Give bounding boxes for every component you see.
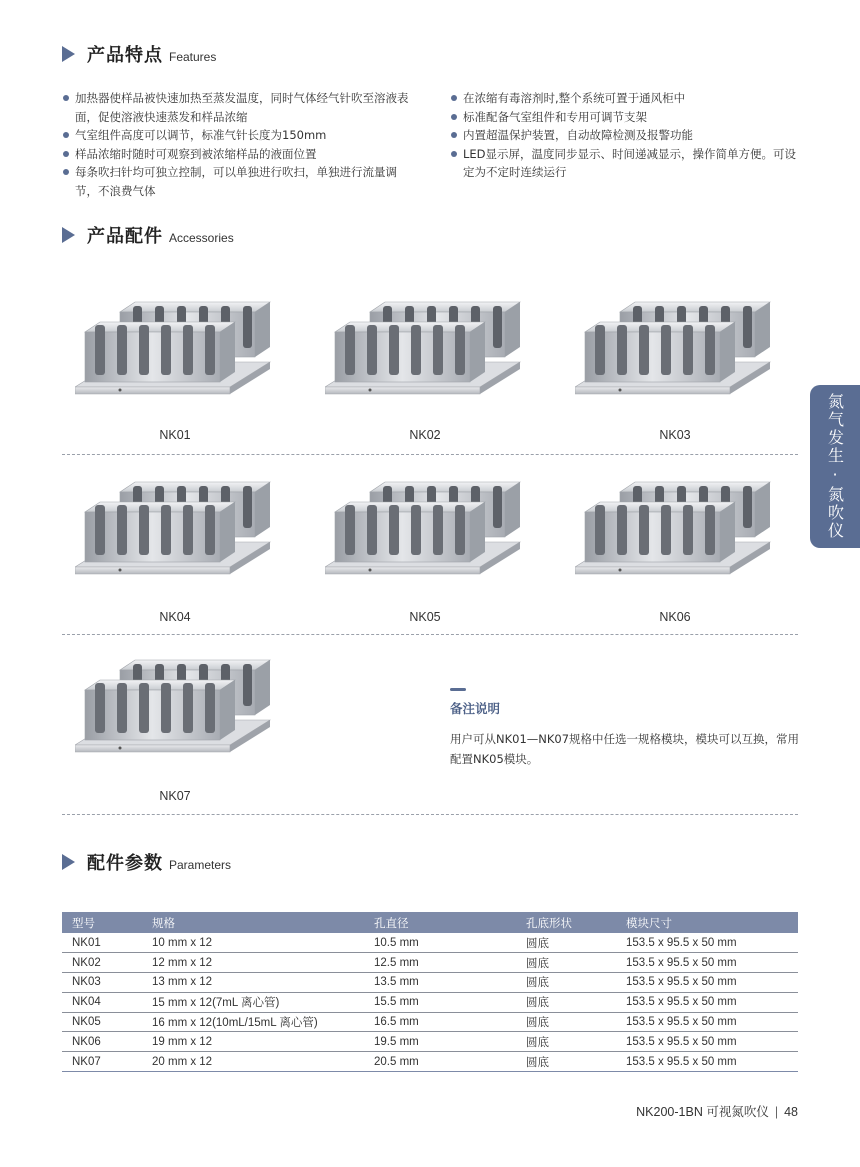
table-cell: 153.5 x 95.5 x 50 mm [616, 992, 798, 1012]
divider [62, 634, 798, 635]
rack-image [575, 472, 775, 582]
page-footer [636, 1102, 798, 1120]
table-row [62, 953, 798, 973]
table-cell: 圆底 [516, 953, 616, 973]
table-row [62, 973, 798, 993]
feature-item: 加热器使样品被快速加热至蒸发温度，同时气体经气针吹至溶液表面，促使溶液快速蒸发和样品浓缩 [62, 89, 417, 126]
table-cell: 12.5 mm [364, 953, 516, 973]
table-cell: 圆底 [516, 992, 616, 1012]
table-cell: 153.5 x 95.5 x 50 mm [616, 1012, 798, 1032]
footer-model: NK200-1BN 可视氮吹仪 [636, 1105, 769, 1119]
note-title: 备注说明 [450, 701, 501, 716]
table-cell: NK06 [62, 1032, 142, 1052]
table-cell: 圆底 [516, 1052, 616, 1072]
accessory-nk06 [575, 472, 775, 624]
accessories-title-cn: 产品配件 [87, 226, 163, 247]
table-cell: NK03 [62, 973, 142, 993]
table-cell: 19 mm x 12 [142, 1032, 364, 1052]
side-category-tab: 氮气发生·氮吹仪 [810, 385, 860, 548]
feature-item: 标准配备气室组件和专用可调节支架 [450, 108, 802, 127]
column-header: 孔底形状 [516, 912, 616, 933]
column-header: 模块尺寸 [616, 912, 798, 933]
table-cell: 15 mm x 12(7mL 离心管) [142, 992, 364, 1012]
table-cell: 15.5 mm [364, 992, 516, 1012]
accessory-label: NK04 [159, 610, 191, 624]
table-cell: 19.5 mm [364, 1032, 516, 1052]
features-list-left [62, 89, 417, 200]
table-cell: NK04 [62, 992, 142, 1012]
accessory-nk04 [75, 472, 275, 624]
table-cell: 20 mm x 12 [142, 1052, 364, 1072]
features-title-cn: 产品特点 [87, 45, 163, 66]
accessory-label: NK05 [409, 610, 441, 624]
accessory-label: NK02 [409, 428, 441, 442]
table-cell: NK07 [62, 1052, 142, 1072]
note-box [450, 688, 800, 769]
table-cell: 20.5 mm [364, 1052, 516, 1072]
table-cell: 圆底 [516, 1032, 616, 1052]
note-accent-bar [450, 688, 466, 691]
table-cell: 13 mm x 12 [142, 973, 364, 993]
table-row [62, 992, 798, 1012]
table-header-row [62, 912, 798, 933]
rack-image [575, 292, 775, 402]
note-body: 用户可从NK01—NK07规格中任选一规格模块，模块可以互换，常用配置NK05模块。 [450, 732, 800, 766]
table-cell: 10.5 mm [364, 933, 516, 953]
table-cell: 153.5 x 95.5 x 50 mm [616, 1052, 798, 1072]
column-header: 规格 [142, 912, 364, 933]
table-cell: 12 mm x 12 [142, 953, 364, 973]
divider [62, 454, 798, 455]
feature-item: 气室组件高度可以调节，标准气针长度为150mm [62, 126, 417, 145]
parameters-table [62, 912, 798, 1072]
rack-image [75, 292, 275, 402]
table-cell: 16 mm x 12(10mL/15mL 离心管) [142, 1012, 364, 1032]
parameters-heading [62, 849, 231, 875]
rack-image [325, 472, 525, 582]
accessory-label: NK07 [159, 789, 191, 803]
table-cell: 153.5 x 95.5 x 50 mm [616, 1032, 798, 1052]
features-heading [62, 41, 216, 67]
table-cell: 圆底 [516, 1012, 616, 1032]
table-cell: 153.5 x 95.5 x 50 mm [616, 953, 798, 973]
rack-image [75, 472, 275, 582]
table-cell: 圆底 [516, 933, 616, 953]
table-cell: 16.5 mm [364, 1012, 516, 1032]
triangle-marker-icon [62, 227, 75, 243]
feature-item: 每条吹扫针均可独立控制，可以单独进行吹扫，单独进行流量调节，不浪费气体 [62, 163, 417, 200]
feature-item: LED显示屏，温度同步显示、时间递减显示，操作简单方便。可设定为不定时连续运行 [450, 145, 802, 182]
table-cell: NK02 [62, 953, 142, 973]
accessory-label: NK01 [159, 428, 191, 442]
table-row [62, 1032, 798, 1052]
accessories-heading [62, 222, 234, 248]
rack-image [75, 650, 275, 760]
accessory-nk02 [325, 292, 525, 442]
accessory-label: NK06 [659, 610, 691, 624]
table-cell: 153.5 x 95.5 x 50 mm [616, 933, 798, 953]
footer-separator: | [774, 1105, 779, 1119]
features-title-en: Features [169, 50, 217, 64]
column-header: 型号 [62, 912, 142, 933]
table-cell: 圆底 [516, 973, 616, 993]
features-list-right [450, 89, 802, 182]
feature-item: 在浓缩有毒溶剂时,整个系统可置于通风柜中 [450, 89, 802, 108]
accessory-nk05 [325, 472, 525, 624]
accessory-nk01 [75, 292, 275, 442]
column-header: 孔直径 [364, 912, 516, 933]
table-cell: 10 mm x 12 [142, 933, 364, 953]
parameters-title-cn: 配件参数 [87, 853, 163, 874]
table-cell: NK01 [62, 933, 142, 953]
accessory-nk03 [575, 292, 775, 442]
triangle-marker-icon [62, 46, 75, 62]
accessory-nk07 [75, 650, 275, 803]
table-row [62, 933, 798, 953]
rack-image [325, 292, 525, 402]
table-row [62, 1052, 798, 1072]
parameters-title-en: Parameters [169, 858, 232, 872]
feature-item: 样品浓缩时随时可观察到被浓缩样品的液面位置 [62, 145, 417, 164]
accessories-title-en: Accessories [169, 231, 234, 245]
feature-item: 内置超温保护装置，自动故障检测及报警功能 [450, 126, 802, 145]
triangle-marker-icon [62, 854, 75, 870]
page-number: 48 [784, 1105, 798, 1119]
table-cell: 13.5 mm [364, 973, 516, 993]
table-cell: NK05 [62, 1012, 142, 1032]
table-cell: 153.5 x 95.5 x 50 mm [616, 973, 798, 993]
accessory-label: NK03 [659, 428, 691, 442]
divider [62, 814, 798, 815]
table-row [62, 1012, 798, 1032]
